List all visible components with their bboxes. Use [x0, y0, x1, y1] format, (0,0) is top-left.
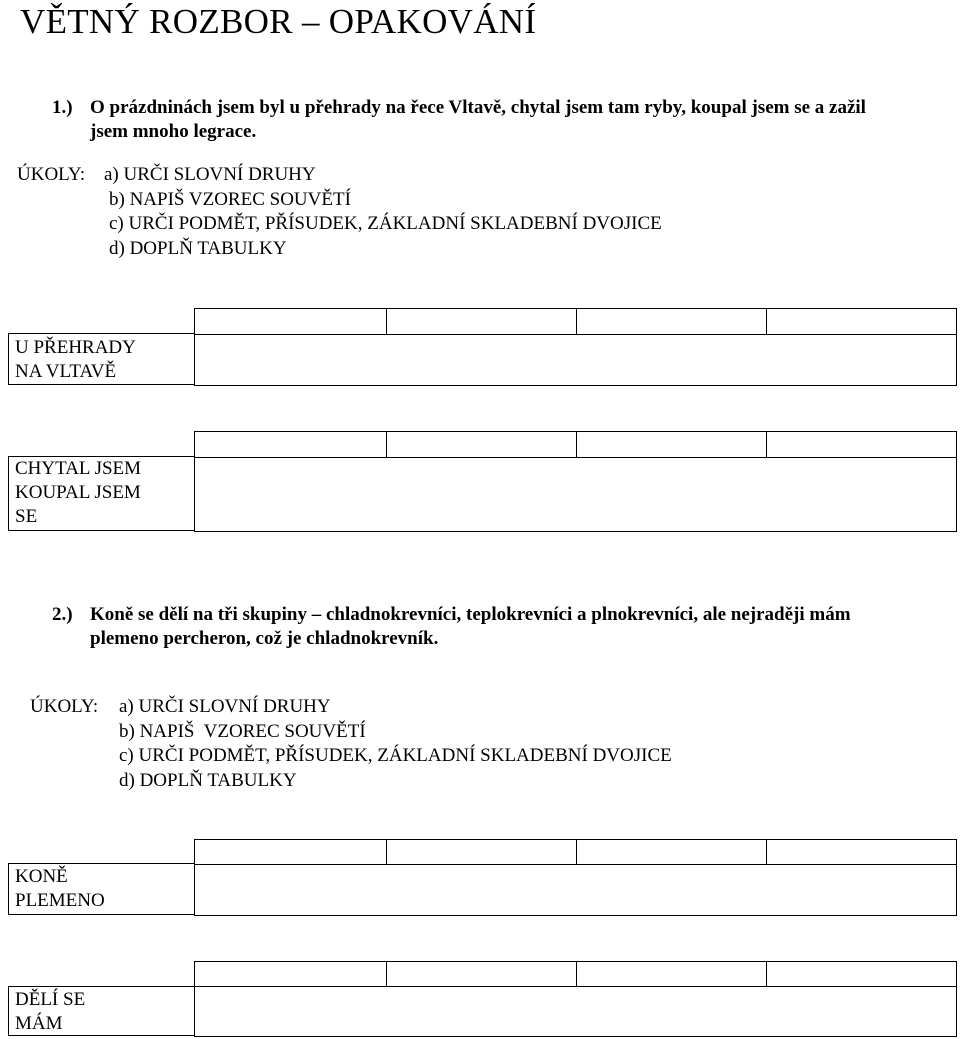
exercise-2-tasks-label: ÚKOLY: — [30, 696, 99, 717]
table-header-cell[interactable] — [386, 962, 576, 987]
exercise-2-table-1-label-cell — [8, 863, 195, 915]
table-header-cell[interactable] — [194, 840, 386, 865]
exercise-2-table-2-label-cell — [8, 986, 195, 1036]
exercise-2-task-b: b) NAPIŠ VZOREC SOUVĚTÍ — [119, 720, 366, 742]
table-label-line: KOUPAL JSEM — [15, 482, 141, 503]
page-title: VĚTNÝ ROZBOR – OPAKOVÁNÍ — [20, 2, 537, 41]
table-label-line: DĚLÍ SE — [15, 989, 86, 1010]
exercise-2-tasks — [30, 695, 830, 795]
table-header-cell[interactable] — [576, 432, 766, 458]
exercise-1-task-b: b) NAPIŠ VZOREC SOUVĚTÍ — [109, 188, 351, 210]
table-label-line: CHYTAL JSEM — [15, 458, 142, 479]
table-header-cell[interactable] — [766, 432, 957, 458]
exercise-2-task-c: c) URČI PODMĚT, PŘÍSUDEK, ZÁKLADNÍ SKLADEBNÍ DVOJICE — [119, 745, 672, 766]
table-label-line: MÁM — [15, 1013, 63, 1034]
exercise-1-number: 1.) — [52, 97, 73, 118]
exercise-1-tasks — [17, 163, 817, 263]
table-answer-cell[interactable] — [194, 987, 957, 1037]
table-header-cell[interactable] — [766, 309, 957, 335]
table-header-cell[interactable] — [386, 309, 576, 335]
table-header-cell[interactable] — [766, 962, 957, 987]
exercise-2-task-d: d) DOPLŇ TABULKY — [119, 769, 297, 791]
table-label-line: PLEMENO — [15, 890, 105, 911]
exercise-2-line-2: plemeno percheron, což je chladnokrevník. — [90, 628, 439, 649]
table-header-cell[interactable] — [766, 840, 957, 865]
exercise-1-line-2: jsem mnoho legrace. — [90, 121, 257, 142]
table-label-line: SE — [15, 506, 38, 527]
exercise-1-table-1-grid — [194, 308, 957, 385]
exercise-1-task-c: c) URČI PODMĚT, PŘÍSUDEK, ZÁKLADNÍ SKLADEBNÍ DVOJICE — [109, 213, 662, 234]
exercise-1-line-1: O prázdninách jsem byl u přehrady na řece Vltavě, chytal jsem tam ryby, koupal jsem se a zažil — [90, 97, 866, 118]
table-header-cell[interactable] — [386, 840, 576, 865]
exercise-1-task-d: d) DOPLŇ TABULKY — [109, 237, 287, 259]
exercise-1-table-2-grid — [194, 431, 957, 531]
exercise-1-table-2-label-cell — [8, 456, 195, 531]
exercise-1-task-a: a) URČI SLOVNÍ DRUHY — [104, 164, 316, 185]
table-header-cell[interactable] — [194, 962, 386, 987]
exercise-2-task-a: a) URČI SLOVNÍ DRUHY — [119, 696, 331, 717]
exercise-2-table-2-grid — [194, 961, 957, 1036]
table-header-cell[interactable] — [576, 840, 766, 865]
table-label-line: NA VLTAVĚ — [15, 361, 117, 382]
exercise-2-number: 2.) — [52, 604, 73, 625]
exercise-1-table-1-label-cell — [8, 333, 195, 385]
exercise-1-sentence — [52, 96, 952, 146]
exercise-1-tasks-label: ÚKOLY: — [17, 164, 86, 185]
table-header-cell[interactable] — [576, 962, 766, 987]
table-header-cell[interactable] — [194, 432, 386, 458]
table-label-line: U PŘEHRADY — [15, 337, 136, 358]
exercise-2-sentence — [52, 603, 957, 653]
exercise-2-line-1: Koně se dělí na tři skupiny – chladnokrevníci, teplokrevníci a plnokrevníci, ale nejraději mám — [90, 604, 851, 625]
table-label-line: KONĚ — [15, 866, 68, 887]
table-answer-cell[interactable] — [194, 335, 957, 386]
table-header-cell[interactable] — [194, 309, 386, 335]
table-header-cell[interactable] — [386, 432, 576, 458]
table-answer-cell[interactable] — [194, 458, 957, 532]
table-header-cell[interactable] — [576, 309, 766, 335]
exercise-2-table-1-grid — [194, 839, 957, 915]
table-answer-cell[interactable] — [194, 865, 957, 916]
